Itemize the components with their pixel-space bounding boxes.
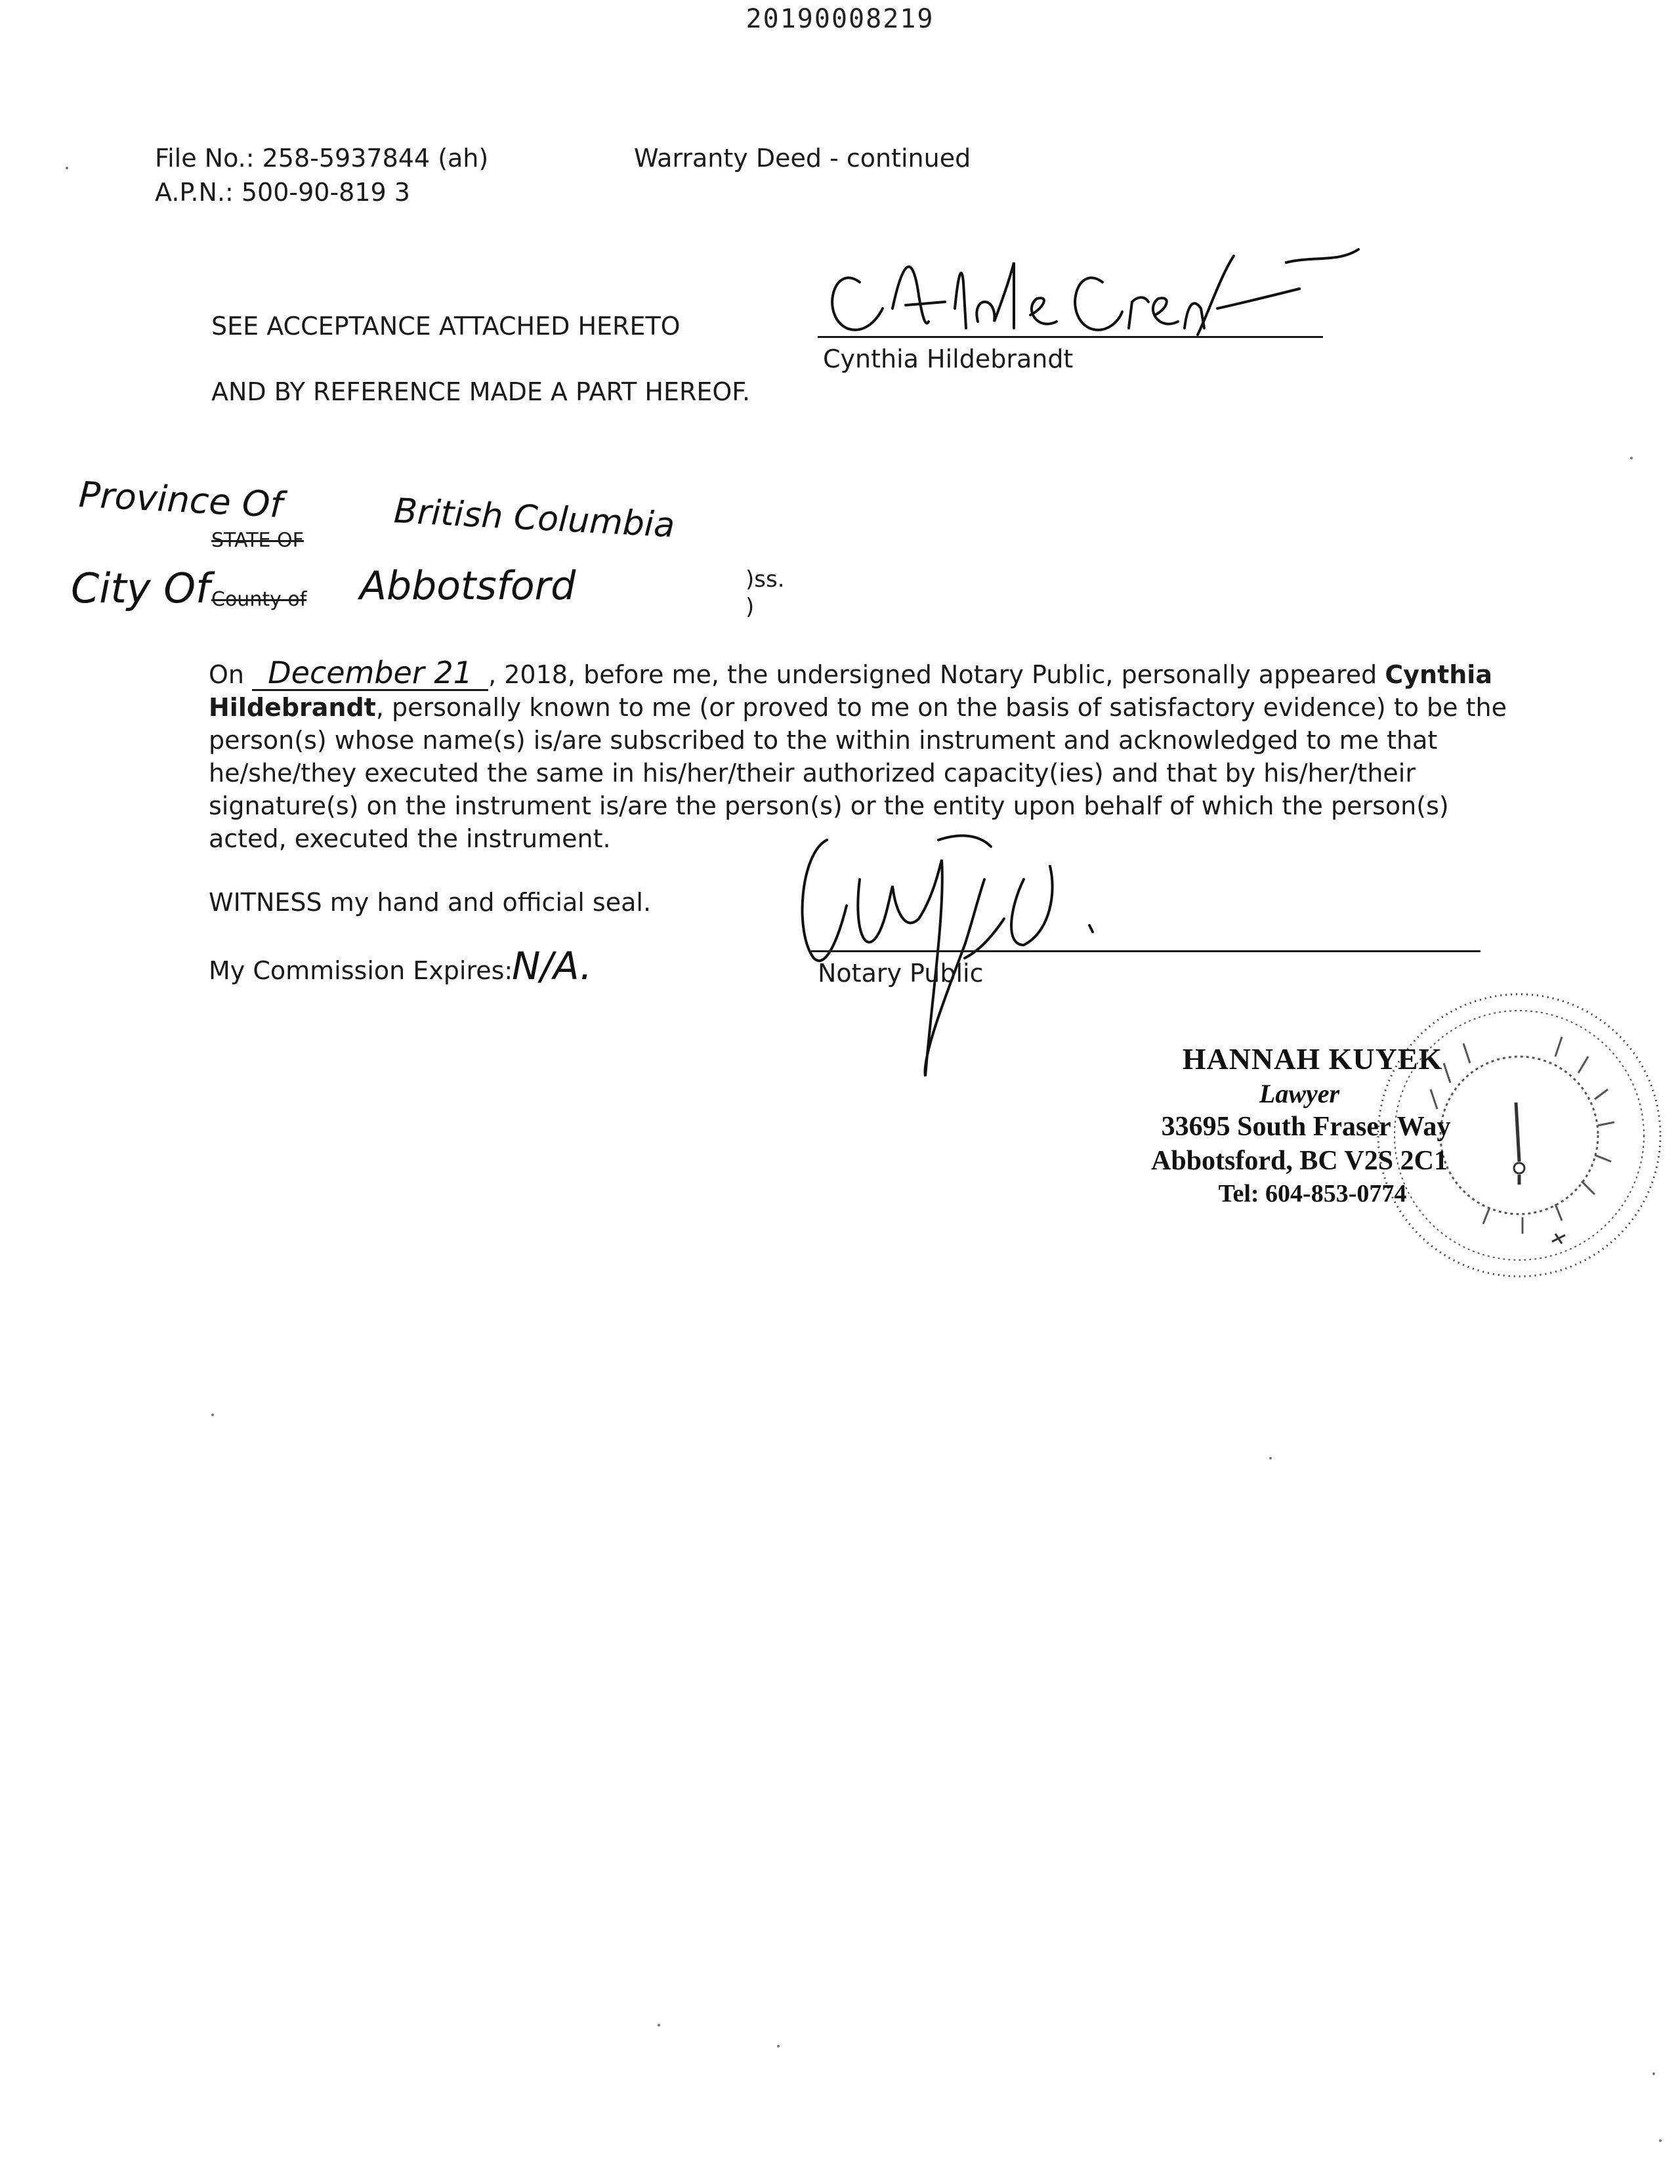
acknowledgment-line-4: he/she/they executed the same in his/her/their authorized capacity(ies) and that by his/her/their <box>209 759 1416 788</box>
venue-county-printed: County of <box>211 588 307 611</box>
stamp-address-2: Abbotsford, BC V2S 2C1 <box>1151 1146 1448 1176</box>
venue-ss: )ss. <box>746 566 785 593</box>
commission-value-handwritten: N/A. <box>512 944 593 988</box>
document-number: 20190008219 <box>746 4 934 34</box>
notary-stamp <box>1089 1040 1509 1209</box>
acknowledgment-line-2 <box>209 691 1507 724</box>
stamp-address-1: 33695 South Fraser Way <box>1161 1112 1451 1142</box>
venue-state-handwritten-prefix: Province Of <box>77 473 284 526</box>
scan-speck <box>1652 2072 1655 2075</box>
scan-speck <box>66 167 68 169</box>
ack-on: On <box>209 660 244 689</box>
witness-statement: WITNESS my hand and official seal. <box>209 888 652 917</box>
acknowledgment-line-6: acted, executed the instrument. <box>209 824 611 853</box>
ack-line2-text: , personally known to me (or proved to me on the basis of satisfactory evidence) to be the <box>375 693 1507 722</box>
grantor-name: Cynthia Hildebrandt <box>823 345 1074 373</box>
apn-number: A.P.N.: 500-90-819 3 <box>155 178 410 207</box>
scan-speck <box>1269 1457 1272 1460</box>
document-title: Warranty Deed - continued <box>634 144 971 173</box>
scan-speck <box>658 2024 660 2026</box>
ack-name-last: Hildebrandt <box>209 693 376 722</box>
venue-county-handwritten-prefix: City Of <box>71 564 210 612</box>
notary-signature <box>774 801 1142 1083</box>
stamp-title: Lawyer <box>1259 1079 1340 1108</box>
stamp-name: HANNAH KUYEK <box>1182 1042 1443 1076</box>
grantor-signature-line <box>818 336 1323 338</box>
acknowledgment-line-5: signature(s) on the instrument is/are the person(s) or the entity upon behalf of which the person(s) <box>209 791 1449 820</box>
acceptance-line-2: AND BY REFERENCE MADE A PART HEREOF. <box>211 377 751 406</box>
venue-state-printed: STATE OF <box>211 529 304 552</box>
scan-speck <box>777 2045 780 2048</box>
commission-label: My Commission Expires: <box>209 956 513 985</box>
ack-date-handwritten: December 21 <box>252 656 488 691</box>
file-number: File No.: 258-5937844 (ah) <box>155 144 489 173</box>
notary-label: Notary Public <box>818 959 984 988</box>
grantor-signature <box>814 236 1365 341</box>
scan-speck <box>1630 457 1633 459</box>
ack-name-first: Cynthia <box>1385 660 1492 689</box>
ack-line1-text: , 2018, before me, the undersigned Notary Public, personally appeared <box>488 660 1385 689</box>
notary-signature-line <box>811 950 1480 952</box>
scan-speck <box>1659 2139 1662 2142</box>
venue-state-handwritten: British Columbia <box>392 491 676 546</box>
acceptance-line-1: SEE ACCEPTANCE ATTACHED HERETO <box>211 312 681 341</box>
stamp-phone: Tel: 604-853-0774 <box>1218 1180 1407 1208</box>
scan-speck <box>211 1414 214 1416</box>
acknowledgment-line-1 <box>209 655 1492 691</box>
acknowledgment-line-3: person(s) whose name(s) is/are subscribed to the within instrument and acknowledged to me that <box>209 726 1438 755</box>
venue-paren: ) <box>746 594 755 620</box>
venue-county-handwritten: Abbotsford <box>360 563 576 609</box>
